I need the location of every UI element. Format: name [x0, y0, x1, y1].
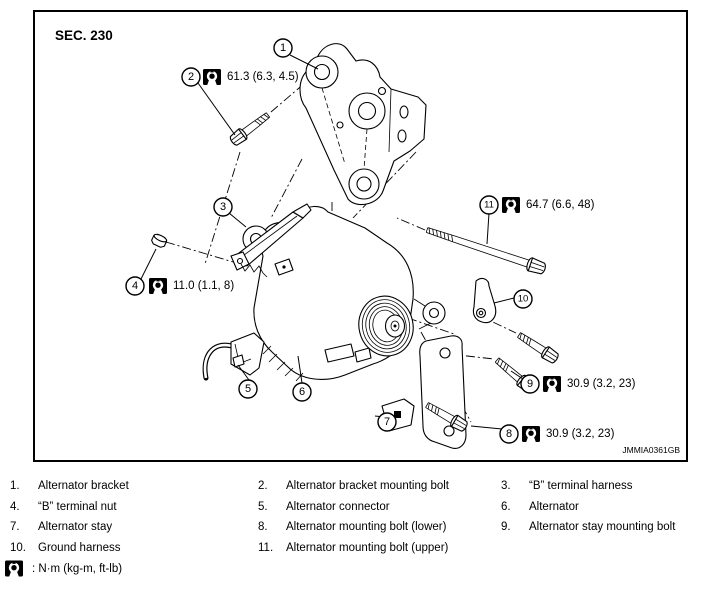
legend-row [0, 476, 717, 497]
b-terminal-nut [151, 233, 168, 249]
legend-item [258, 521, 501, 533]
callout-6-number: 6 [298, 386, 306, 398]
torque-value: 30.9 (3.2, 23) [546, 428, 615, 440]
callout-10-number: 10 [517, 293, 529, 305]
callout-11-number: 11 [484, 199, 494, 211]
legend-row [0, 497, 717, 518]
torque-value: 61.3 (6.3, 4.5) [227, 71, 299, 83]
torque-wrench-icon [5, 560, 23, 577]
alternator-bracket [300, 44, 426, 205]
parts-legend [0, 476, 717, 558]
legend-item-label: Alternator stay [38, 521, 113, 534]
legend-item-number: 8. [258, 521, 268, 534]
callout-2-number: 2 [187, 71, 195, 83]
legend-item-label: “B” terminal nut [38, 500, 117, 513]
callout-1-number: 1 [279, 42, 287, 54]
legend-item-label: Alternator [529, 500, 579, 513]
legend-item [501, 480, 717, 492]
torque-value: 30.9 (3.2, 23) [567, 378, 636, 390]
callout-9 [521, 375, 539, 393]
torque-unit-text: : N·m (kg-m, ft-lb) [32, 562, 123, 575]
callout-4-number: 4 [131, 280, 139, 292]
section-label: SEC. 230 [55, 28, 113, 43]
torque-label-8 [522, 426, 615, 442]
callout-8-number: 8 [505, 428, 513, 440]
legend-item-label: Alternator mounting bolt (lower) [286, 521, 447, 534]
legend-item-number: 2. [258, 480, 268, 493]
legend-item-number: 7. [10, 521, 20, 534]
mounting-bolt-upper [425, 224, 547, 276]
callout-1 [274, 39, 292, 57]
legend-item-label: Alternator stay mounting bolt [529, 521, 676, 534]
legend-item-label: “B” terminal harness [529, 480, 633, 493]
torque-wrench-icon [149, 278, 167, 294]
legend-row [0, 517, 717, 538]
legend-item-number: 10. [10, 541, 26, 554]
legend-row [0, 538, 717, 559]
legend-item-label: Alternator bracket [38, 480, 129, 493]
callout-2 [182, 68, 200, 86]
callout-5-number: 5 [244, 383, 252, 395]
callout-10 [514, 290, 532, 308]
torque-value: 11.0 (1.1, 8) [173, 280, 235, 292]
legend-item-number: 11. [258, 541, 274, 554]
ground-harness [473, 279, 495, 323]
torque-label-9 [543, 376, 636, 392]
legend-item [10, 521, 258, 533]
torque-label-4 [149, 278, 234, 294]
legend-item [258, 542, 501, 554]
callout-9-number: 9 [526, 378, 534, 390]
torque-wrench-icon [502, 197, 520, 213]
legend-item-number: 1. [10, 480, 20, 493]
legend-item [501, 521, 717, 533]
callout-5 [239, 380, 257, 398]
ground-harness-bolt [516, 330, 561, 365]
legend-item-label: Ground harness [38, 541, 121, 554]
legend-item-number: 5. [258, 500, 268, 513]
alternator-connector [205, 333, 264, 378]
legend-item [10, 542, 258, 554]
torque-label-11 [502, 197, 595, 213]
callout-8 [500, 425, 518, 443]
torque-value: 64.7 (6.6, 48) [526, 199, 595, 211]
legend-item-label: Alternator connector [286, 500, 390, 513]
exploded-view-figure [33, 10, 688, 462]
torque-label-2 [203, 69, 299, 85]
legend-item [501, 501, 717, 513]
torque-wrench-icon [203, 69, 221, 85]
legend-item-label: Alternator bracket mounting bolt [286, 480, 450, 493]
torque-wrench-icon [522, 426, 540, 442]
legend-item-number: 6. [501, 500, 511, 513]
legend-item [258, 501, 501, 513]
callout-7-number: 7 [383, 416, 391, 428]
callout-7 [378, 413, 396, 431]
callout-11 [480, 196, 498, 214]
alternator-exploded-diagram [35, 12, 686, 460]
torque-wrench-icon [543, 376, 561, 392]
legend-item [258, 480, 501, 492]
legend-item [10, 501, 258, 513]
figure-id: JMMIA0361GB [622, 445, 680, 455]
torque-unit-note [5, 560, 122, 577]
callout-3-number: 3 [219, 201, 227, 213]
legend-item-number: 4. [10, 500, 20, 513]
legend-item-number: 3. [501, 480, 511, 493]
legend-item-number: 9. [501, 521, 511, 534]
callout-6 [293, 383, 311, 401]
callout-4 [126, 277, 144, 295]
legend-item-label: Alternator mounting bolt (upper) [286, 541, 449, 554]
bracket-mounting-bolt [228, 110, 272, 147]
callout-3 [214, 198, 232, 216]
legend-item [10, 480, 258, 492]
